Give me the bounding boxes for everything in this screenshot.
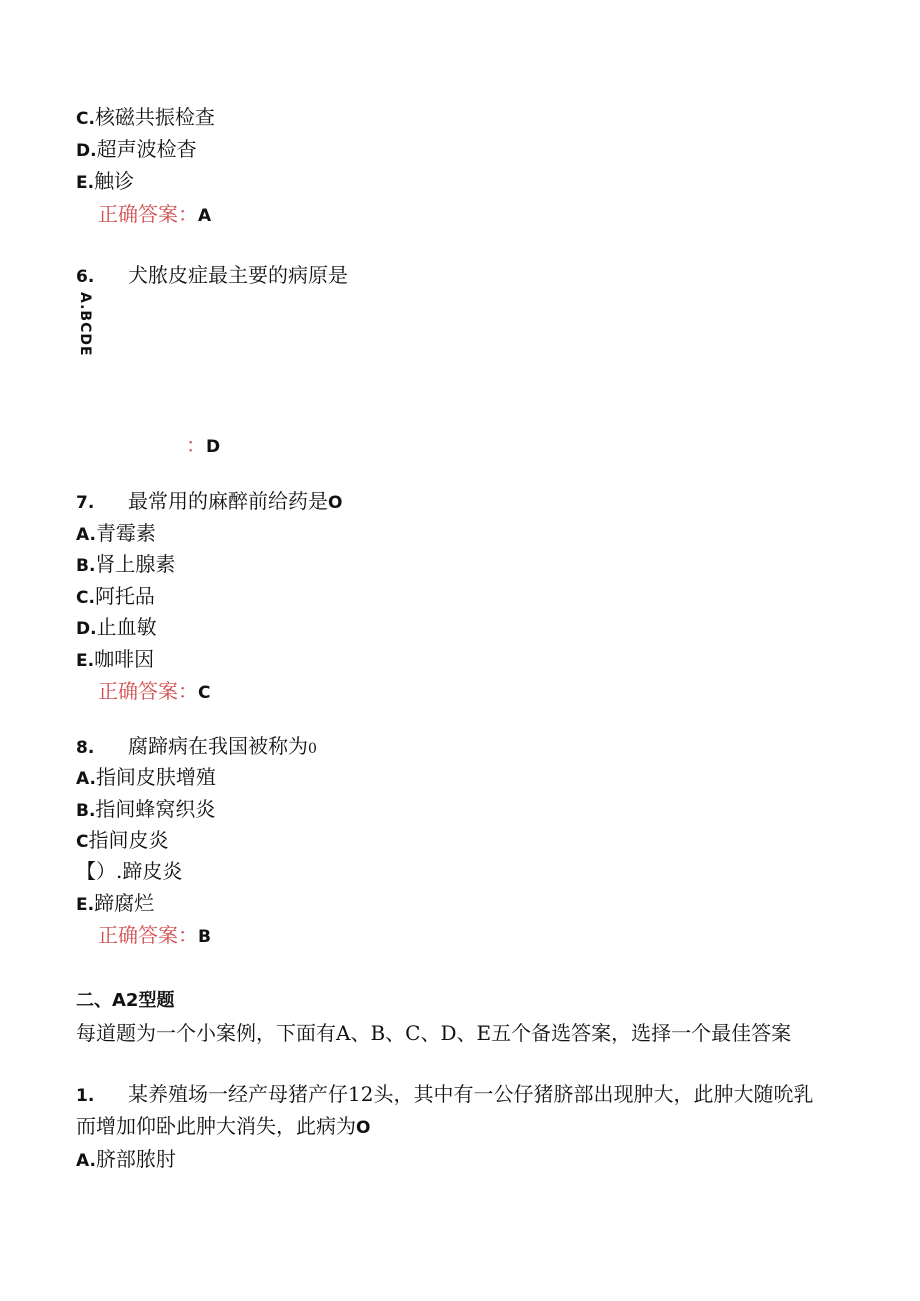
answer-line (98, 200, 211, 230)
option-letter: E. (76, 895, 95, 915)
case-question-1 (76, 1079, 816, 1143)
answer-label: 正确答案： (98, 679, 198, 703)
question-stem-tail: O (356, 1118, 371, 1138)
option-c (76, 826, 168, 856)
answer-label: 正确答案： (98, 923, 198, 947)
option-letter: E. (76, 651, 95, 671)
answer-value: D (206, 437, 221, 457)
option-a (76, 1145, 176, 1175)
option-text: 青霉素 (95, 521, 156, 545)
option-letter: 【）. (76, 859, 123, 883)
question-stem-tail: 0 (308, 741, 317, 757)
answer-value: A (198, 206, 212, 226)
answer-value: B (198, 927, 211, 947)
question-stem: 最常用的麻醉前给药是 (128, 489, 328, 513)
option-letter: A. (76, 769, 96, 789)
option-b (76, 795, 215, 825)
option-text: 肾上腺素 (95, 552, 176, 576)
answer-line (98, 677, 210, 707)
answer-label: ： (186, 433, 206, 457)
answer-line (98, 921, 211, 951)
option-letter: D. (76, 619, 97, 639)
garbled-vertical-options: A.BCDE (77, 292, 93, 357)
section-title-prefix: 二、 (76, 990, 112, 1011)
option-a (76, 519, 156, 549)
answer-value: C (198, 683, 211, 703)
option-letter: E. (76, 173, 95, 193)
section-title (76, 985, 174, 1015)
question-8 (76, 732, 317, 763)
option-text: 蹄腐烂 (94, 891, 155, 915)
section-title-suffix: 型题 (138, 990, 175, 1011)
option-d (76, 857, 182, 885)
option-text: 脐部脓肘 (95, 1147, 176, 1171)
option-e (76, 645, 154, 675)
option-text: 触诊 (94, 169, 135, 193)
option-text: 止血敏 (96, 615, 157, 639)
question-stem-tail: O (328, 493, 343, 513)
question-number: 6. (76, 267, 95, 287)
section-title-code: A2 (112, 990, 139, 1011)
option-letter: B. (76, 556, 96, 576)
option-letter: C. (76, 588, 95, 608)
option-b (76, 550, 175, 580)
option-letter: B. (76, 801, 96, 821)
option-letter: D. (76, 141, 97, 161)
question-number: 7. (76, 493, 95, 513)
option-letter: A. (76, 525, 96, 545)
option-e (76, 889, 154, 919)
question-6 (76, 261, 348, 291)
option-d (76, 613, 157, 643)
question-number: 8. (76, 738, 95, 758)
option-a (76, 763, 216, 793)
option-text: 核磁共振检查 (94, 105, 215, 129)
option-text: 指间蜂窝织炎 (95, 797, 216, 821)
option-text: 超声波检杳 (96, 137, 197, 161)
option-text: 咖啡因 (94, 647, 155, 671)
question-stem: 犬脓皮症最主要的病原是 (128, 263, 348, 287)
option-text: 蹄皮炎 (122, 859, 183, 883)
option-d (76, 135, 197, 165)
option-c (76, 103, 215, 133)
option-text: 指间皮肤增殖 (95, 765, 216, 789)
option-e (76, 167, 134, 197)
question-7 (76, 487, 342, 517)
option-letter: C (76, 832, 89, 852)
option-letter: A. (76, 1151, 96, 1171)
option-text: 阿托品 (94, 584, 155, 608)
answer-line (186, 431, 220, 461)
answer-label: 正确答案： (98, 202, 198, 226)
question-stem: 腐蹄病在我国被称为 (128, 734, 308, 758)
question-stem: 某养殖场一经产母猪产仔12头，其中有一公仔猪脐部出现肿大，此肿大随吮乳而增加仰卧此肿大消失，此病为 (76, 1082, 814, 1138)
option-text: 指间皮炎 (88, 828, 169, 852)
option-letter: C. (76, 109, 95, 129)
section-instruction: 每道题为一个小案例，下面有A、B、C、D、E五个备选答案，选择一个最佳答案 (76, 1021, 792, 1045)
option-c (76, 582, 155, 612)
question-number: 1. (76, 1086, 95, 1106)
